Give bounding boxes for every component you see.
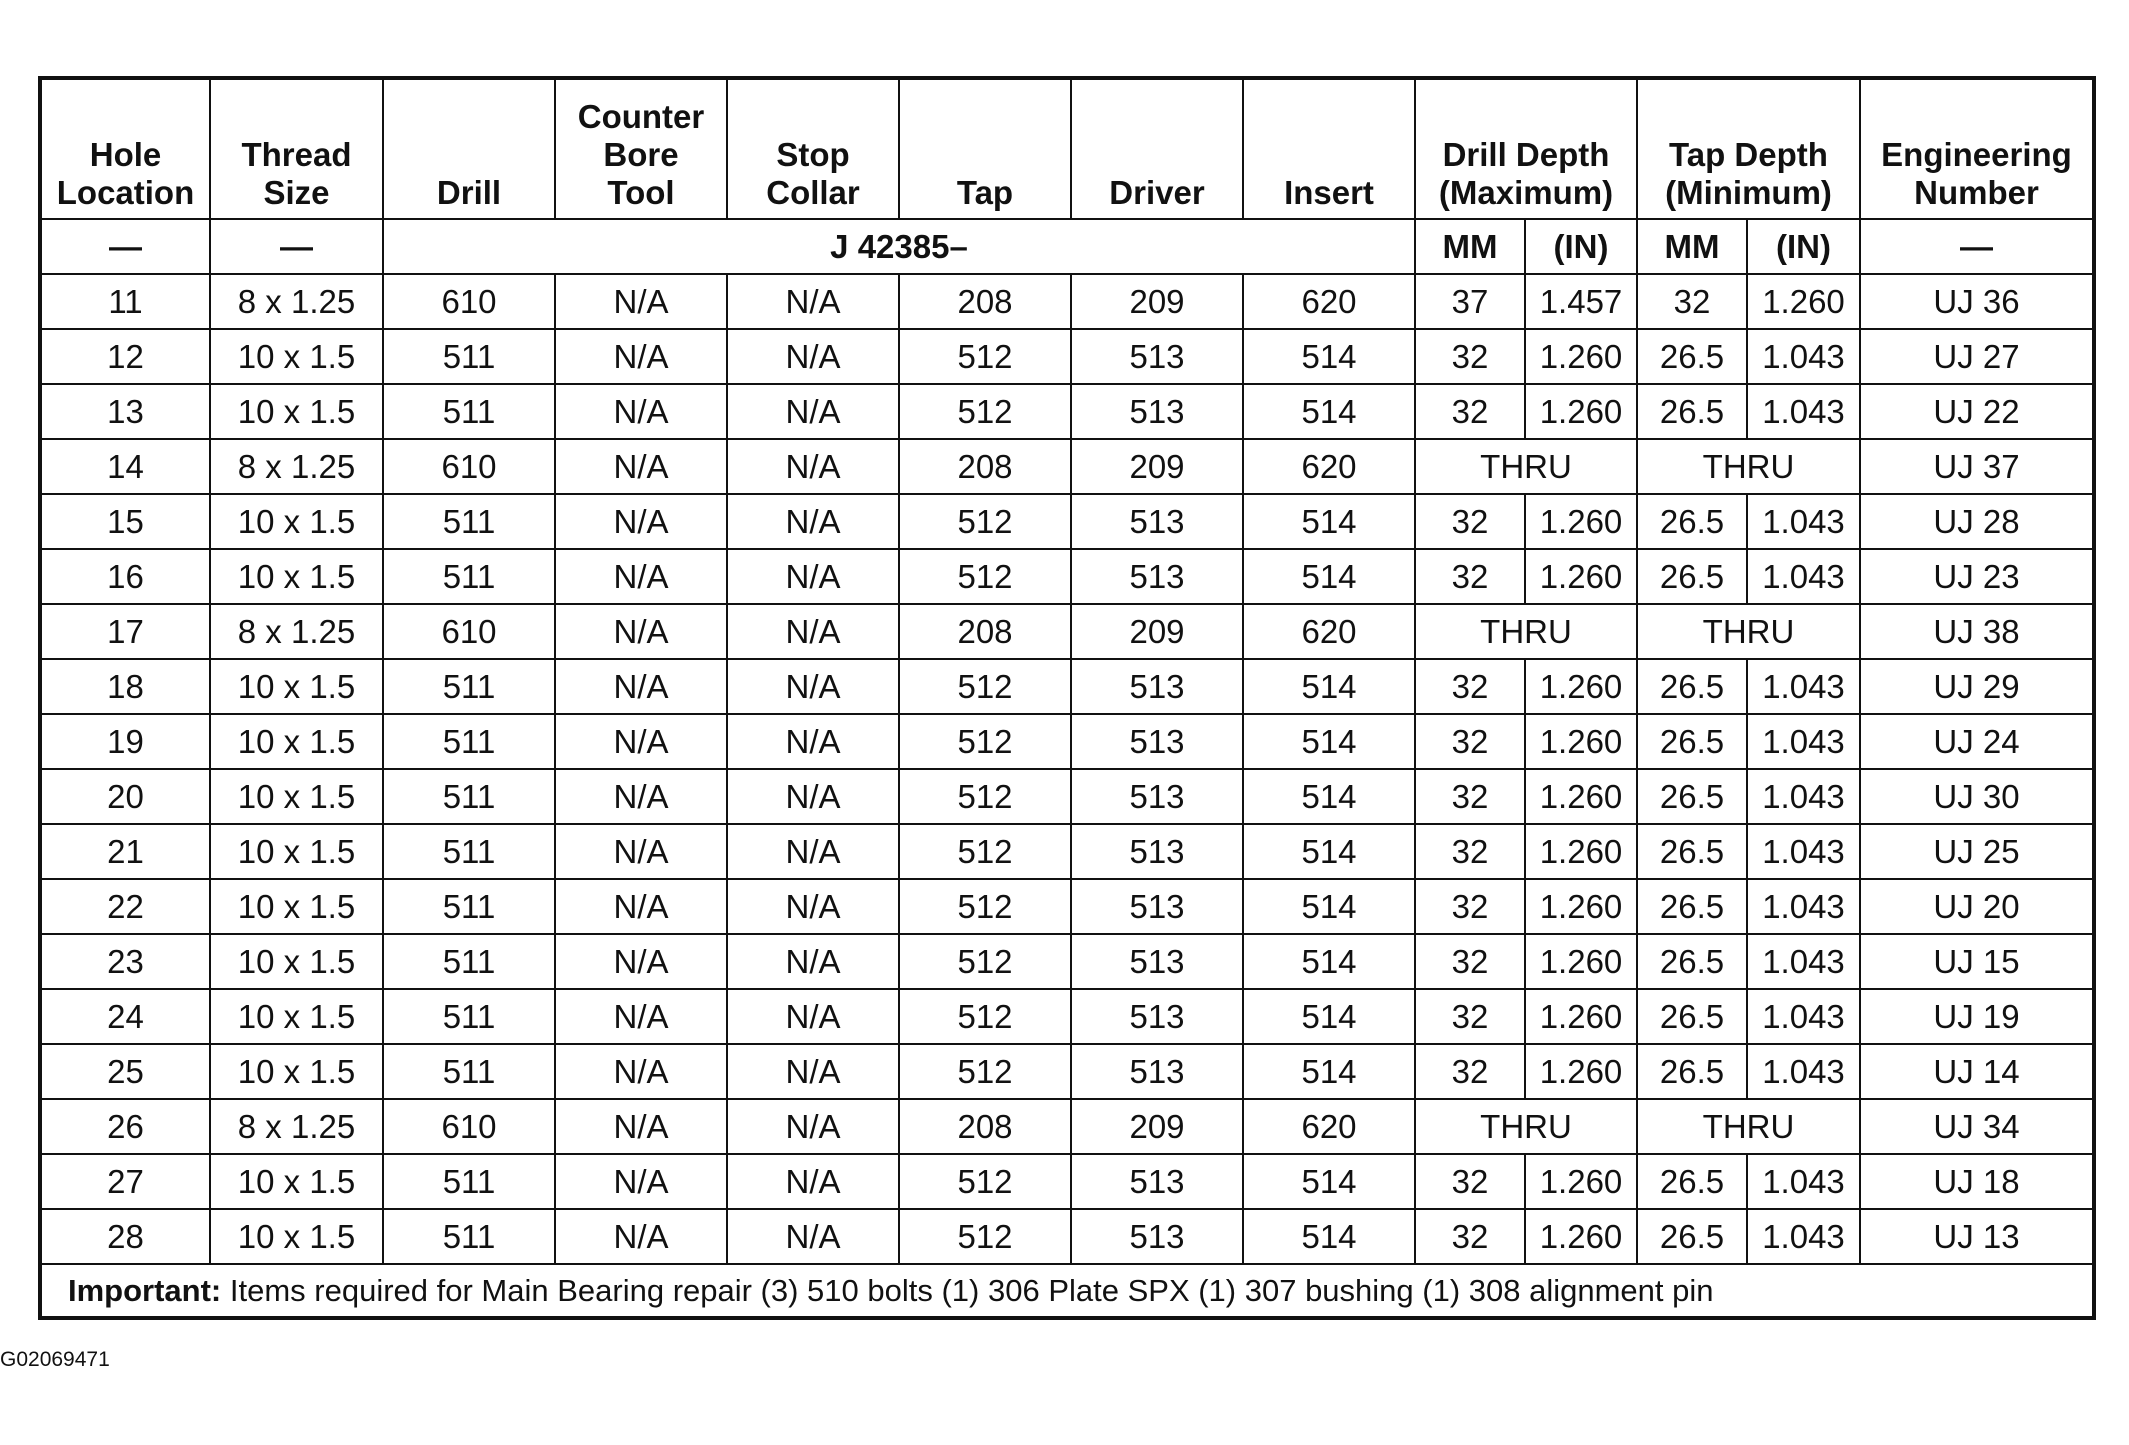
- cell-counter-bore-tool: N/A: [555, 494, 727, 549]
- cell-driver: 513: [1071, 329, 1243, 384]
- cell-counter-bore-tool: N/A: [555, 1044, 727, 1099]
- cell-drill-depth-mm: 32: [1415, 659, 1525, 714]
- cell-tap-depth-mm: 26.5: [1637, 934, 1747, 989]
- cell-drill: 511: [383, 384, 555, 439]
- cell-driver: 513: [1071, 549, 1243, 604]
- thread-repair-spec-table: [38, 76, 2096, 1320]
- cell-counter-bore-tool: N/A: [555, 934, 727, 989]
- cell-drill: 511: [383, 769, 555, 824]
- table-row: [40, 604, 2094, 659]
- header-text: Number: [1914, 174, 2039, 212]
- table-row: [40, 494, 2094, 549]
- cell-drill-depth-mm: 32: [1415, 494, 1525, 549]
- cell-hole-location: 11: [40, 274, 210, 329]
- cell-drill: 511: [383, 329, 555, 384]
- cell-driver: 209: [1071, 274, 1243, 329]
- table-row: [40, 714, 2094, 769]
- cell-drill: 610: [383, 1099, 555, 1154]
- cell-engineering-number: UJ 15: [1860, 934, 2094, 989]
- cell-tap-depth-in: 1.043: [1747, 824, 1860, 879]
- cell-tap: 512: [899, 1154, 1071, 1209]
- subheader-drill-mm: MM: [1415, 219, 1525, 274]
- cell-tap-depth-in: 1.043: [1747, 659, 1860, 714]
- cell-stop-collar: N/A: [727, 439, 899, 494]
- cell-driver: 513: [1071, 879, 1243, 934]
- cell-hole-location: 16: [40, 549, 210, 604]
- cell-drill-depth-mm: 37: [1415, 274, 1525, 329]
- cell-tap: 512: [899, 879, 1071, 934]
- cell-drill: 511: [383, 714, 555, 769]
- cell-tap-depth-in: 1.043: [1747, 989, 1860, 1044]
- cell-drill-depth-in: 1.260: [1525, 989, 1637, 1044]
- cell-thread-size: 10 x 1.5: [210, 934, 383, 989]
- cell-thread-size: 10 x 1.5: [210, 549, 383, 604]
- cell-drill: 610: [383, 604, 555, 659]
- cell-hole-location: 28: [40, 1209, 210, 1264]
- cell-thread-size: 10 x 1.5: [210, 769, 383, 824]
- cell-drill: 511: [383, 824, 555, 879]
- table-body: [40, 274, 2094, 1264]
- cell-counter-bore-tool: N/A: [555, 1209, 727, 1264]
- cell-insert: 514: [1243, 824, 1415, 879]
- cell-drill-depth-in: 1.260: [1525, 1154, 1637, 1209]
- col-header-drill: [383, 78, 555, 219]
- header-text: Driver: [1109, 174, 1205, 212]
- header-row: [40, 78, 2094, 219]
- header-text: Hole: [89, 136, 162, 174]
- cell-driver: 513: [1071, 1154, 1243, 1209]
- table-row: [40, 329, 2094, 384]
- cell-tap-depth-in: 1.043: [1747, 384, 1860, 439]
- header-text: Stop: [776, 136, 850, 174]
- table-row: [40, 1209, 2094, 1264]
- cell-drill-depth-in: 1.260: [1525, 384, 1637, 439]
- cell-driver: 513: [1071, 989, 1243, 1044]
- col-header-hole-location: [40, 78, 210, 219]
- cell-hole-location: 25: [40, 1044, 210, 1099]
- cell-tap-depth-mm: 26.5: [1637, 879, 1747, 934]
- cell-stop-collar: N/A: [727, 879, 899, 934]
- cell-tap-depth-mm: 32: [1637, 274, 1747, 329]
- table-row: [40, 549, 2094, 604]
- cell-stop-collar: N/A: [727, 989, 899, 1044]
- subheader-hole-location: —: [40, 219, 210, 274]
- footer-row: [40, 1264, 2094, 1318]
- cell-tap-depth-in: 1.043: [1747, 1209, 1860, 1264]
- cell-driver: 209: [1071, 1099, 1243, 1154]
- cell-hole-location: 18: [40, 659, 210, 714]
- cell-drill: 511: [383, 1209, 555, 1264]
- col-header-stop-collar: [727, 78, 899, 219]
- cell-hole-location: 22: [40, 879, 210, 934]
- important-label: Important:: [68, 1272, 222, 1308]
- cell-drill-depth-mm: 32: [1415, 1044, 1525, 1099]
- header-text: Drill Depth: [1442, 136, 1610, 174]
- cell-stop-collar: N/A: [727, 549, 899, 604]
- cell-counter-bore-tool: N/A: [555, 549, 727, 604]
- cell-drill-depth-mm: 32: [1415, 989, 1525, 1044]
- cell-hole-location: 19: [40, 714, 210, 769]
- cell-insert: 620: [1243, 274, 1415, 329]
- cell-thread-size: 8 x 1.25: [210, 604, 383, 659]
- cell-engineering-number: UJ 37: [1860, 439, 2094, 494]
- cell-drill: 511: [383, 494, 555, 549]
- cell-drill-depth-mm: 32: [1415, 549, 1525, 604]
- cell-thread-size: 10 x 1.5: [210, 1209, 383, 1264]
- header-text: (Maximum): [1438, 174, 1614, 212]
- cell-thread-size: 8 x 1.25: [210, 1099, 383, 1154]
- header-text: Drill: [436, 174, 502, 212]
- cell-drill-depth-in: 1.260: [1525, 329, 1637, 384]
- cell-tap-depth-in: 1.043: [1747, 549, 1860, 604]
- cell-thread-size: 10 x 1.5: [210, 879, 383, 934]
- header-text: Tap: [956, 174, 1014, 212]
- table-row: [40, 384, 2094, 439]
- cell-engineering-number: UJ 13: [1860, 1209, 2094, 1264]
- cell-stop-collar: N/A: [727, 1209, 899, 1264]
- cell-engineering-number: UJ 38: [1860, 604, 2094, 659]
- cell-tap-depth-mm: 26.5: [1637, 549, 1747, 604]
- cell-drill-depth-in: 1.260: [1525, 1209, 1637, 1264]
- cell-insert: 514: [1243, 549, 1415, 604]
- cell-insert: 514: [1243, 1209, 1415, 1264]
- table-row: [40, 1044, 2094, 1099]
- cell-engineering-number: UJ 28: [1860, 494, 2094, 549]
- cell-tap: 208: [899, 439, 1071, 494]
- cell-drill-depth-in: 1.260: [1525, 769, 1637, 824]
- cell-counter-bore-tool: N/A: [555, 1099, 727, 1154]
- cell-engineering-number: UJ 19: [1860, 989, 2094, 1044]
- cell-tap: 208: [899, 1099, 1071, 1154]
- col-header-driver: [1071, 78, 1243, 219]
- cell-stop-collar: N/A: [727, 934, 899, 989]
- subheader-row: [40, 219, 2094, 274]
- subheader-thread-size: —: [210, 219, 383, 274]
- table-row: [40, 659, 2094, 714]
- header-text: Location: [56, 174, 195, 212]
- cell-drill-depth-mm: 32: [1415, 934, 1525, 989]
- cell-tap-depth-in: 1.043: [1747, 1154, 1860, 1209]
- cell-driver: 513: [1071, 769, 1243, 824]
- important-note: [40, 1264, 2094, 1318]
- cell-engineering-number: UJ 18: [1860, 1154, 2094, 1209]
- cell-tap: 208: [899, 274, 1071, 329]
- cell-drill-depth-in: 1.260: [1525, 549, 1637, 604]
- cell-tap: 512: [899, 549, 1071, 604]
- cell-hole-location: 26: [40, 1099, 210, 1154]
- table-row: [40, 989, 2094, 1044]
- cell-stop-collar: N/A: [727, 494, 899, 549]
- cell-hole-location: 21: [40, 824, 210, 879]
- table-row: [40, 934, 2094, 989]
- cell-tap-depth-mm: 26.5: [1637, 1209, 1747, 1264]
- cell-engineering-number: UJ 23: [1860, 549, 2094, 604]
- cell-hole-location: 13: [40, 384, 210, 439]
- header-text: Tap Depth: [1669, 136, 1828, 174]
- cell-counter-bore-tool: N/A: [555, 769, 727, 824]
- cell-counter-bore-tool: N/A: [555, 384, 727, 439]
- cell-thread-size: 10 x 1.5: [210, 824, 383, 879]
- cell-insert: 620: [1243, 1099, 1415, 1154]
- cell-engineering-number: UJ 22: [1860, 384, 2094, 439]
- cell-insert: 514: [1243, 1044, 1415, 1099]
- header-text: Collar: [766, 174, 860, 212]
- cell-tap: 512: [899, 1209, 1071, 1264]
- header-text: Bore: [603, 136, 679, 174]
- cell-insert: 514: [1243, 879, 1415, 934]
- cell-driver: 513: [1071, 934, 1243, 989]
- cell-stop-collar: N/A: [727, 769, 899, 824]
- subheader-tap-mm: MM: [1637, 219, 1747, 274]
- cell-driver: 513: [1071, 1209, 1243, 1264]
- cell-hole-location: 24: [40, 989, 210, 1044]
- cell-counter-bore-tool: N/A: [555, 989, 727, 1044]
- cell-tap-depth-mm: 26.5: [1637, 384, 1747, 439]
- cell-drill-depth-mm: 32: [1415, 824, 1525, 879]
- cell-tap: 512: [899, 769, 1071, 824]
- cell-hole-location: 12: [40, 329, 210, 384]
- cell-engineering-number: UJ 25: [1860, 824, 2094, 879]
- cell-stop-collar: N/A: [727, 714, 899, 769]
- cell-counter-bore-tool: N/A: [555, 439, 727, 494]
- cell-thread-size: 10 x 1.5: [210, 659, 383, 714]
- cell-tap-depth-in: 1.043: [1747, 714, 1860, 769]
- header-text: Thread: [241, 136, 352, 174]
- cell-counter-bore-tool: N/A: [555, 824, 727, 879]
- table-row: [40, 1099, 2094, 1154]
- cell-drill-depth-thru: THRU: [1415, 604, 1637, 659]
- cell-tap-depth-in: 1.043: [1747, 879, 1860, 934]
- cell-tap-depth-in: 1.043: [1747, 934, 1860, 989]
- cell-tap-depth-thru: THRU: [1637, 1099, 1860, 1154]
- cell-tap-depth-mm: 26.5: [1637, 659, 1747, 714]
- cell-tap-depth-thru: THRU: [1637, 604, 1860, 659]
- cell-counter-bore-tool: N/A: [555, 1154, 727, 1209]
- cell-stop-collar: N/A: [727, 659, 899, 714]
- table-row: [40, 439, 2094, 494]
- cell-driver: 513: [1071, 494, 1243, 549]
- cell-stop-collar: N/A: [727, 384, 899, 439]
- cell-tap-depth-in: 1.043: [1747, 1044, 1860, 1099]
- cell-thread-size: 10 x 1.5: [210, 1154, 383, 1209]
- table-row: [40, 1154, 2094, 1209]
- cell-stop-collar: N/A: [727, 604, 899, 659]
- cell-insert: 514: [1243, 934, 1415, 989]
- cell-counter-bore-tool: N/A: [555, 329, 727, 384]
- cell-drill-depth-in: 1.457: [1525, 274, 1637, 329]
- cell-tap-depth-mm: 26.5: [1637, 714, 1747, 769]
- cell-insert: 514: [1243, 494, 1415, 549]
- cell-engineering-number: UJ 30: [1860, 769, 2094, 824]
- cell-drill: 511: [383, 934, 555, 989]
- cell-hole-location: 27: [40, 1154, 210, 1209]
- cell-tap: 512: [899, 824, 1071, 879]
- cell-drill-depth-in: 1.260: [1525, 659, 1637, 714]
- col-header-tap: [899, 78, 1071, 219]
- col-header-engineering-number: [1860, 78, 2094, 219]
- cell-stop-collar: N/A: [727, 329, 899, 384]
- cell-driver: 209: [1071, 439, 1243, 494]
- cell-hole-location: 20: [40, 769, 210, 824]
- table-row: [40, 769, 2094, 824]
- cell-tap-depth-in: 1.043: [1747, 494, 1860, 549]
- cell-thread-size: 10 x 1.5: [210, 989, 383, 1044]
- cell-driver: 513: [1071, 714, 1243, 769]
- header-text: Insert: [1284, 174, 1374, 212]
- cell-tap-depth-mm: 26.5: [1637, 989, 1747, 1044]
- cell-drill-depth-mm: 32: [1415, 329, 1525, 384]
- cell-tap-depth-mm: 26.5: [1637, 329, 1747, 384]
- cell-tap-depth-mm: 26.5: [1637, 494, 1747, 549]
- cell-drill-depth-thru: THRU: [1415, 439, 1637, 494]
- cell-drill: 610: [383, 439, 555, 494]
- cell-hole-location: 17: [40, 604, 210, 659]
- figure-id: G02069471: [0, 1348, 110, 1371]
- cell-drill-depth-in: 1.260: [1525, 934, 1637, 989]
- cell-tap: 512: [899, 329, 1071, 384]
- cell-drill: 511: [383, 1044, 555, 1099]
- cell-insert: 514: [1243, 659, 1415, 714]
- cell-engineering-number: UJ 24: [1860, 714, 2094, 769]
- cell-tap-depth-mm: 26.5: [1637, 1154, 1747, 1209]
- cell-drill-depth-mm: 32: [1415, 1209, 1525, 1264]
- subheader-tool-prefix: J 42385–: [383, 219, 1415, 274]
- cell-drill: 511: [383, 989, 555, 1044]
- cell-counter-bore-tool: N/A: [555, 714, 727, 769]
- cell-insert: 514: [1243, 384, 1415, 439]
- header-text: (Minimum): [1665, 174, 1832, 212]
- col-header-insert: [1243, 78, 1415, 219]
- cell-driver: 209: [1071, 604, 1243, 659]
- cell-hole-location: 15: [40, 494, 210, 549]
- cell-driver: 513: [1071, 384, 1243, 439]
- cell-drill: 511: [383, 549, 555, 604]
- cell-tap: 512: [899, 1044, 1071, 1099]
- cell-engineering-number: UJ 36: [1860, 274, 2094, 329]
- col-header-tap-depth: [1637, 78, 1860, 219]
- subheader-tap-in: (IN): [1747, 219, 1860, 274]
- cell-stop-collar: N/A: [727, 1099, 899, 1154]
- cell-engineering-number: UJ 27: [1860, 329, 2094, 384]
- cell-counter-bore-tool: N/A: [555, 659, 727, 714]
- cell-insert: 514: [1243, 769, 1415, 824]
- header-text: Counter: [577, 98, 705, 136]
- col-header-drill-depth: [1415, 78, 1637, 219]
- table-row: [40, 274, 2094, 329]
- cell-engineering-number: UJ 14: [1860, 1044, 2094, 1099]
- cell-drill: 511: [383, 659, 555, 714]
- cell-stop-collar: N/A: [727, 1044, 899, 1099]
- cell-insert: 514: [1243, 329, 1415, 384]
- cell-tap: 208: [899, 604, 1071, 659]
- cell-thread-size: 10 x 1.5: [210, 1044, 383, 1099]
- cell-thread-size: 8 x 1.25: [210, 274, 383, 329]
- header-text: Engineering: [1881, 136, 2072, 174]
- header-text: Size: [263, 174, 330, 212]
- cell-drill-depth-in: 1.260: [1525, 879, 1637, 934]
- cell-drill: 511: [383, 879, 555, 934]
- cell-drill-depth-in: 1.260: [1525, 1044, 1637, 1099]
- cell-tap: 512: [899, 494, 1071, 549]
- cell-insert: 514: [1243, 989, 1415, 1044]
- cell-stop-collar: N/A: [727, 824, 899, 879]
- cell-counter-bore-tool: N/A: [555, 604, 727, 659]
- cell-thread-size: 10 x 1.5: [210, 329, 383, 384]
- cell-engineering-number: UJ 29: [1860, 659, 2094, 714]
- cell-drill-depth-mm: 32: [1415, 714, 1525, 769]
- cell-stop-collar: N/A: [727, 274, 899, 329]
- cell-engineering-number: UJ 34: [1860, 1099, 2094, 1154]
- cell-insert: 514: [1243, 1154, 1415, 1209]
- col-header-counter-bore-tool: [555, 78, 727, 219]
- cell-drill-depth-thru: THRU: [1415, 1099, 1637, 1154]
- cell-drill: 610: [383, 274, 555, 329]
- cell-tap: 512: [899, 934, 1071, 989]
- cell-tap: 512: [899, 714, 1071, 769]
- cell-drill-depth-in: 1.260: [1525, 824, 1637, 879]
- cell-tap-depth-in: 1.043: [1747, 769, 1860, 824]
- subheader-drill-in: (IN): [1525, 219, 1637, 274]
- cell-engineering-number: UJ 20: [1860, 879, 2094, 934]
- cell-drill-depth-mm: 32: [1415, 769, 1525, 824]
- cell-hole-location: 23: [40, 934, 210, 989]
- cell-tap: 512: [899, 384, 1071, 439]
- cell-drill-depth-mm: 32: [1415, 384, 1525, 439]
- cell-counter-bore-tool: N/A: [555, 879, 727, 934]
- cell-driver: 513: [1071, 1044, 1243, 1099]
- cell-drill-depth-in: 1.260: [1525, 494, 1637, 549]
- table-row: [40, 879, 2094, 934]
- cell-drill-depth-mm: 32: [1415, 1154, 1525, 1209]
- header-text: Tool: [607, 174, 675, 212]
- important-text: Items required for Main Bearing repair (3) 510 bolts (1) 306 Plate SPX (1) 307 bushing (1) 308 alignment pin: [221, 1272, 1714, 1308]
- cell-thread-size: 10 x 1.5: [210, 494, 383, 549]
- cell-tap-depth-in: 1.043: [1747, 329, 1860, 384]
- cell-drill-depth-mm: 32: [1415, 879, 1525, 934]
- subheader-engineering-number: —: [1860, 219, 2094, 274]
- cell-thread-size: 8 x 1.25: [210, 439, 383, 494]
- cell-stop-collar: N/A: [727, 1154, 899, 1209]
- cell-insert: 620: [1243, 604, 1415, 659]
- cell-insert: 620: [1243, 439, 1415, 494]
- cell-driver: 513: [1071, 824, 1243, 879]
- cell-tap: 512: [899, 659, 1071, 714]
- cell-tap-depth-mm: 26.5: [1637, 769, 1747, 824]
- cell-insert: 514: [1243, 714, 1415, 769]
- cell-tap-depth-mm: 26.5: [1637, 824, 1747, 879]
- cell-tap-depth-in: 1.260: [1747, 274, 1860, 329]
- cell-tap: 512: [899, 989, 1071, 1044]
- cell-driver: 513: [1071, 659, 1243, 714]
- table-row: [40, 824, 2094, 879]
- cell-thread-size: 10 x 1.5: [210, 384, 383, 439]
- cell-counter-bore-tool: N/A: [555, 274, 727, 329]
- cell-tap-depth-thru: THRU: [1637, 439, 1860, 494]
- cell-hole-location: 14: [40, 439, 210, 494]
- cell-drill-depth-in: 1.260: [1525, 714, 1637, 769]
- col-header-thread-size: [210, 78, 383, 219]
- cell-drill: 511: [383, 1154, 555, 1209]
- cell-thread-size: 10 x 1.5: [210, 714, 383, 769]
- cell-tap-depth-mm: 26.5: [1637, 1044, 1747, 1099]
